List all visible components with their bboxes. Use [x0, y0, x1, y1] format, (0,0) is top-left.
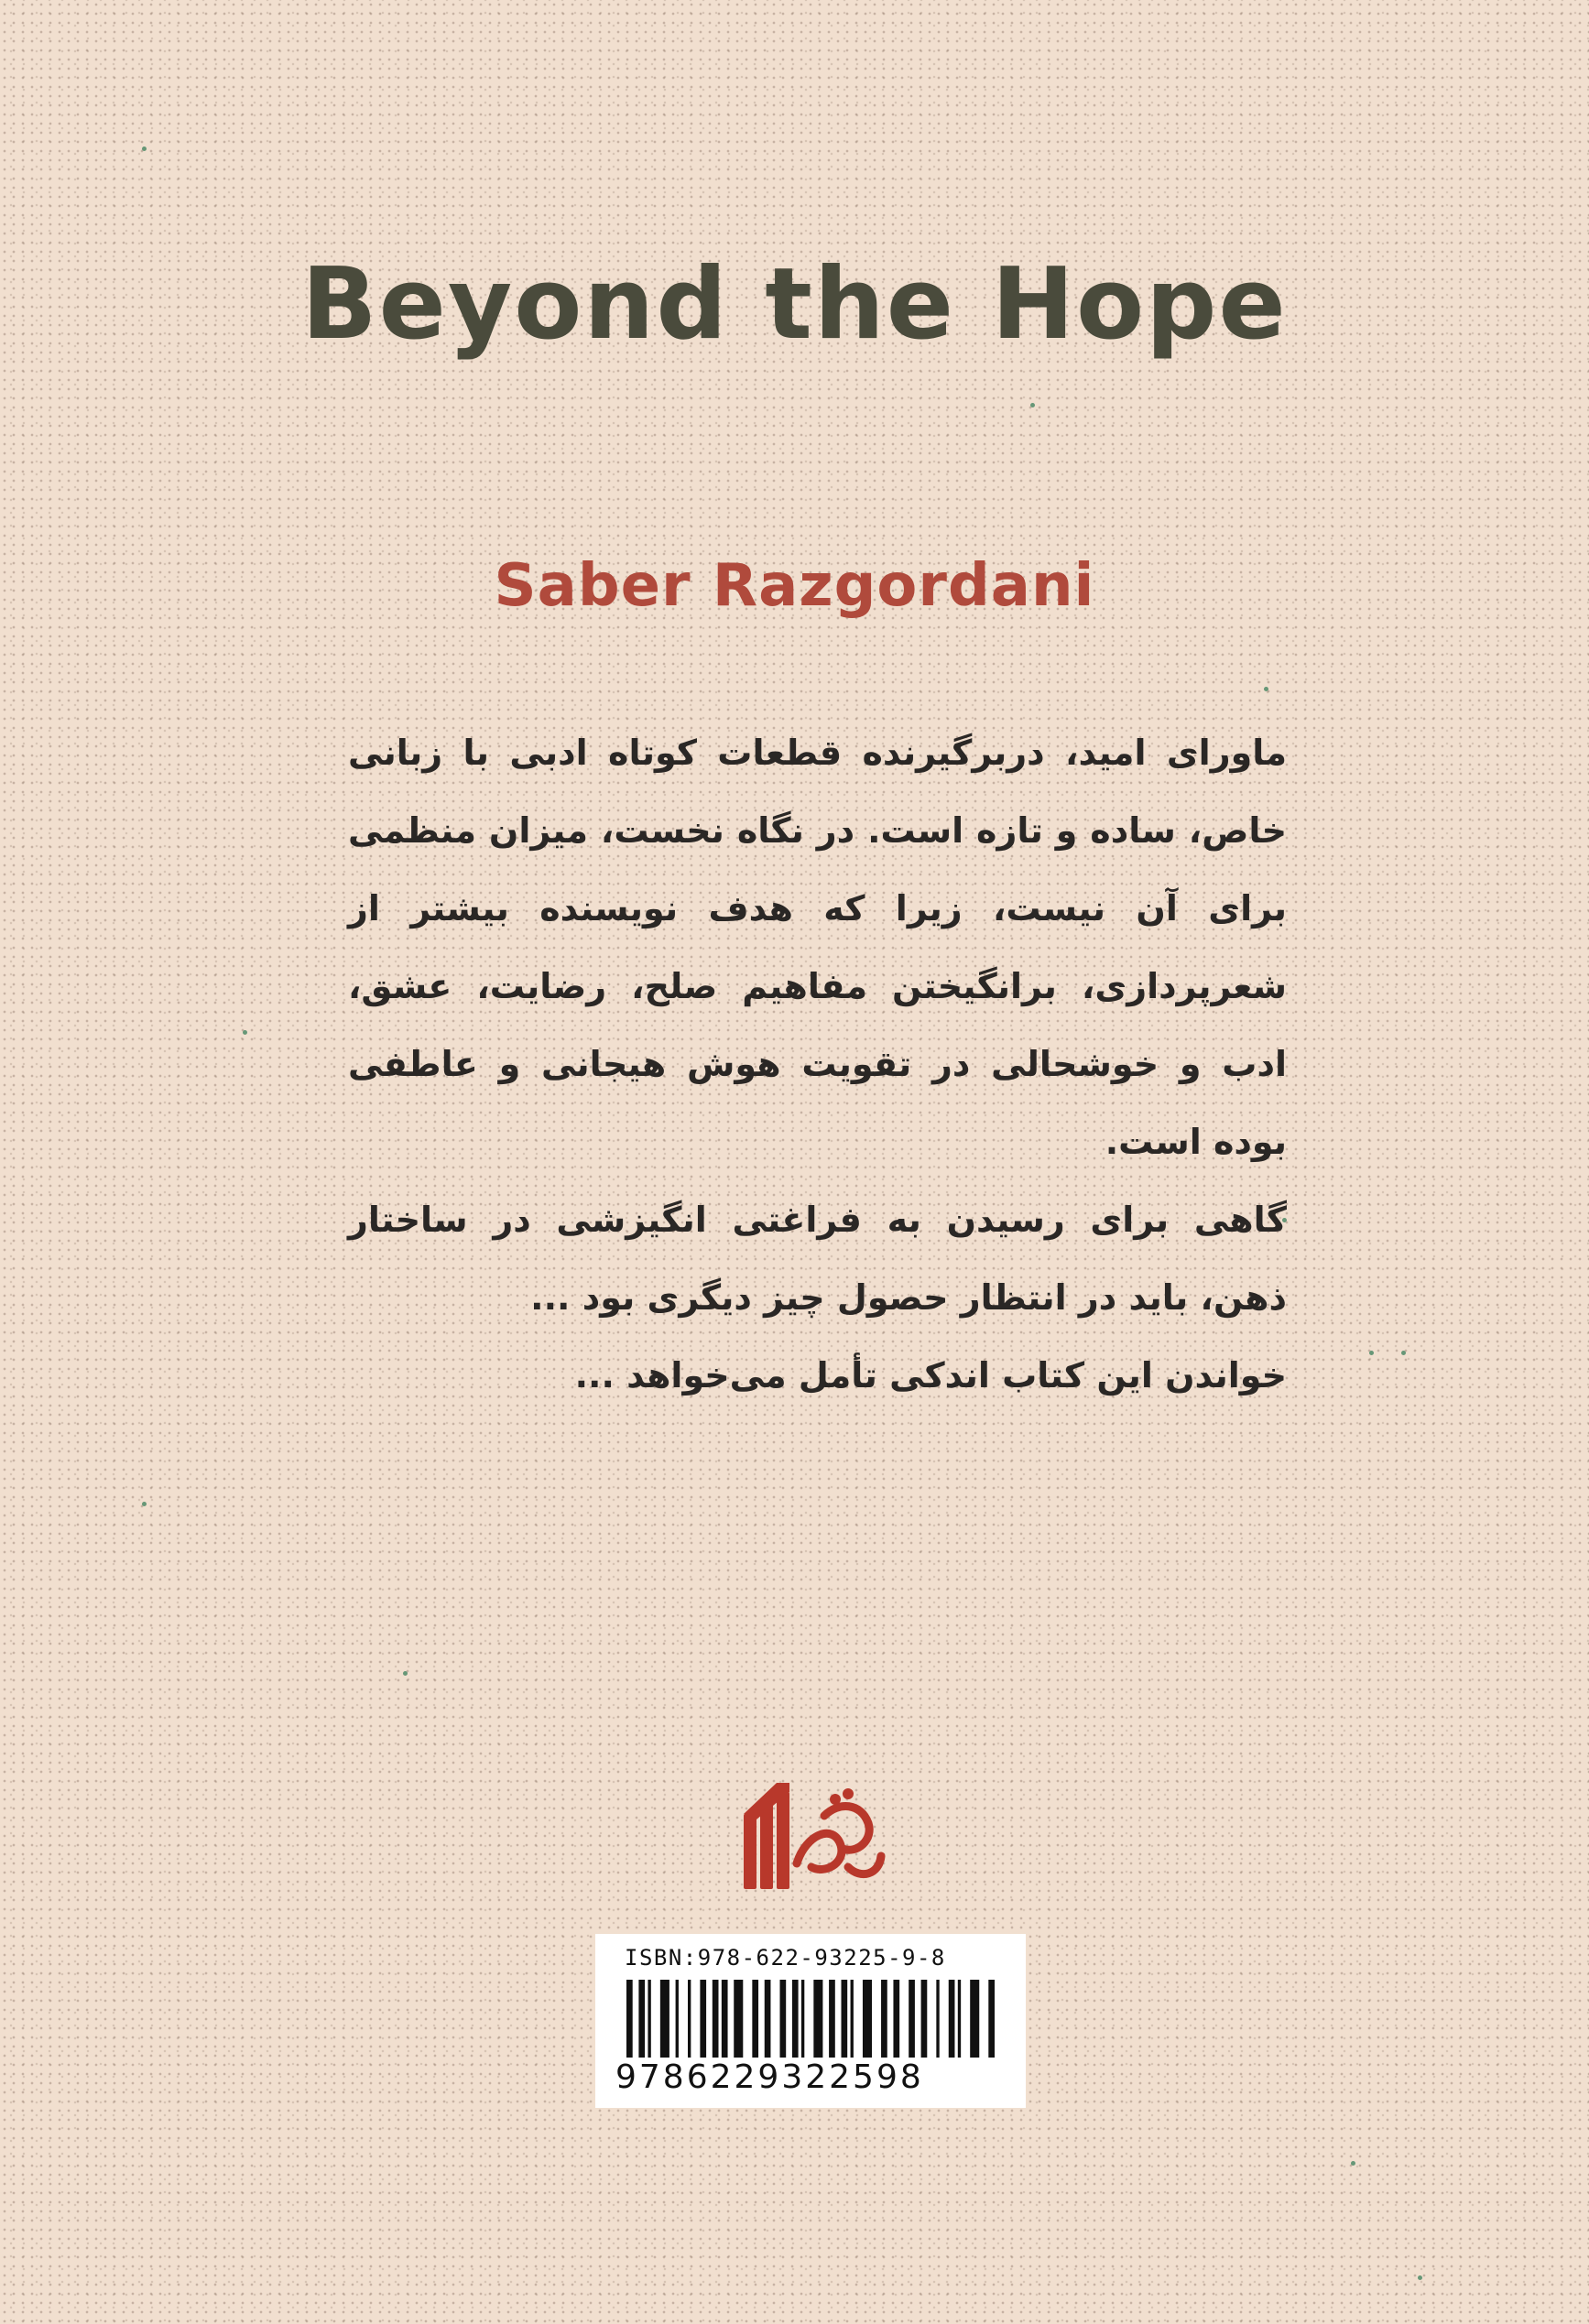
isbn-barcode-panel [595, 1934, 1026, 2108]
background-speck [1264, 687, 1268, 691]
background-speck [1418, 2275, 1422, 2280]
back-cover-blurb [348, 714, 1287, 1415]
books-calligraphy-logo-icon [740, 1779, 887, 1898]
blurb-paragraph-3: خواندن این کتاب اندکی تأمل می‌خواهد ... [574, 1355, 1287, 1395]
background-speck [1030, 403, 1035, 407]
barcode-digits: 9786229322598 [615, 2058, 1006, 2098]
author-name: Saber Razgordani [494, 552, 1095, 620]
background-speck [403, 1671, 408, 1676]
background-speck [1401, 1351, 1406, 1355]
background-speck [243, 1030, 247, 1035]
isbn-label: ISBN:978-622-93225-9-8 [625, 1945, 946, 1971]
publisher-logo [740, 1779, 887, 1898]
background-speck [142, 147, 147, 151]
background-speck [1351, 2161, 1355, 2166]
background-speck [1369, 1351, 1374, 1355]
blurb-paragraph-2: گاهی برای رسیدن به فراغتی انگیزشی در ساختار ذهن، باید در انتظار حصول چیز دیگری بود ... [348, 1200, 1287, 1318]
blurb-paragraph-1: ماورای امید، دربرگیرنده قطعات کوتاه ادبی با زبانی خاص، ساده و تازه است. در نگاه نخست، میزان منظمی برای آن نیست، زیرا که هدف نویسنده بیشتر از شعرپردازی، برانگیختن مفاهیم صلح، رضایت، عشق، ادب و خوشحالی در تقویت هوش هیجانی و عاطفی بوده است. [348, 733, 1287, 1162]
book-title: Beyond the Hope [301, 247, 1288, 362]
background-speck [142, 1502, 147, 1506]
